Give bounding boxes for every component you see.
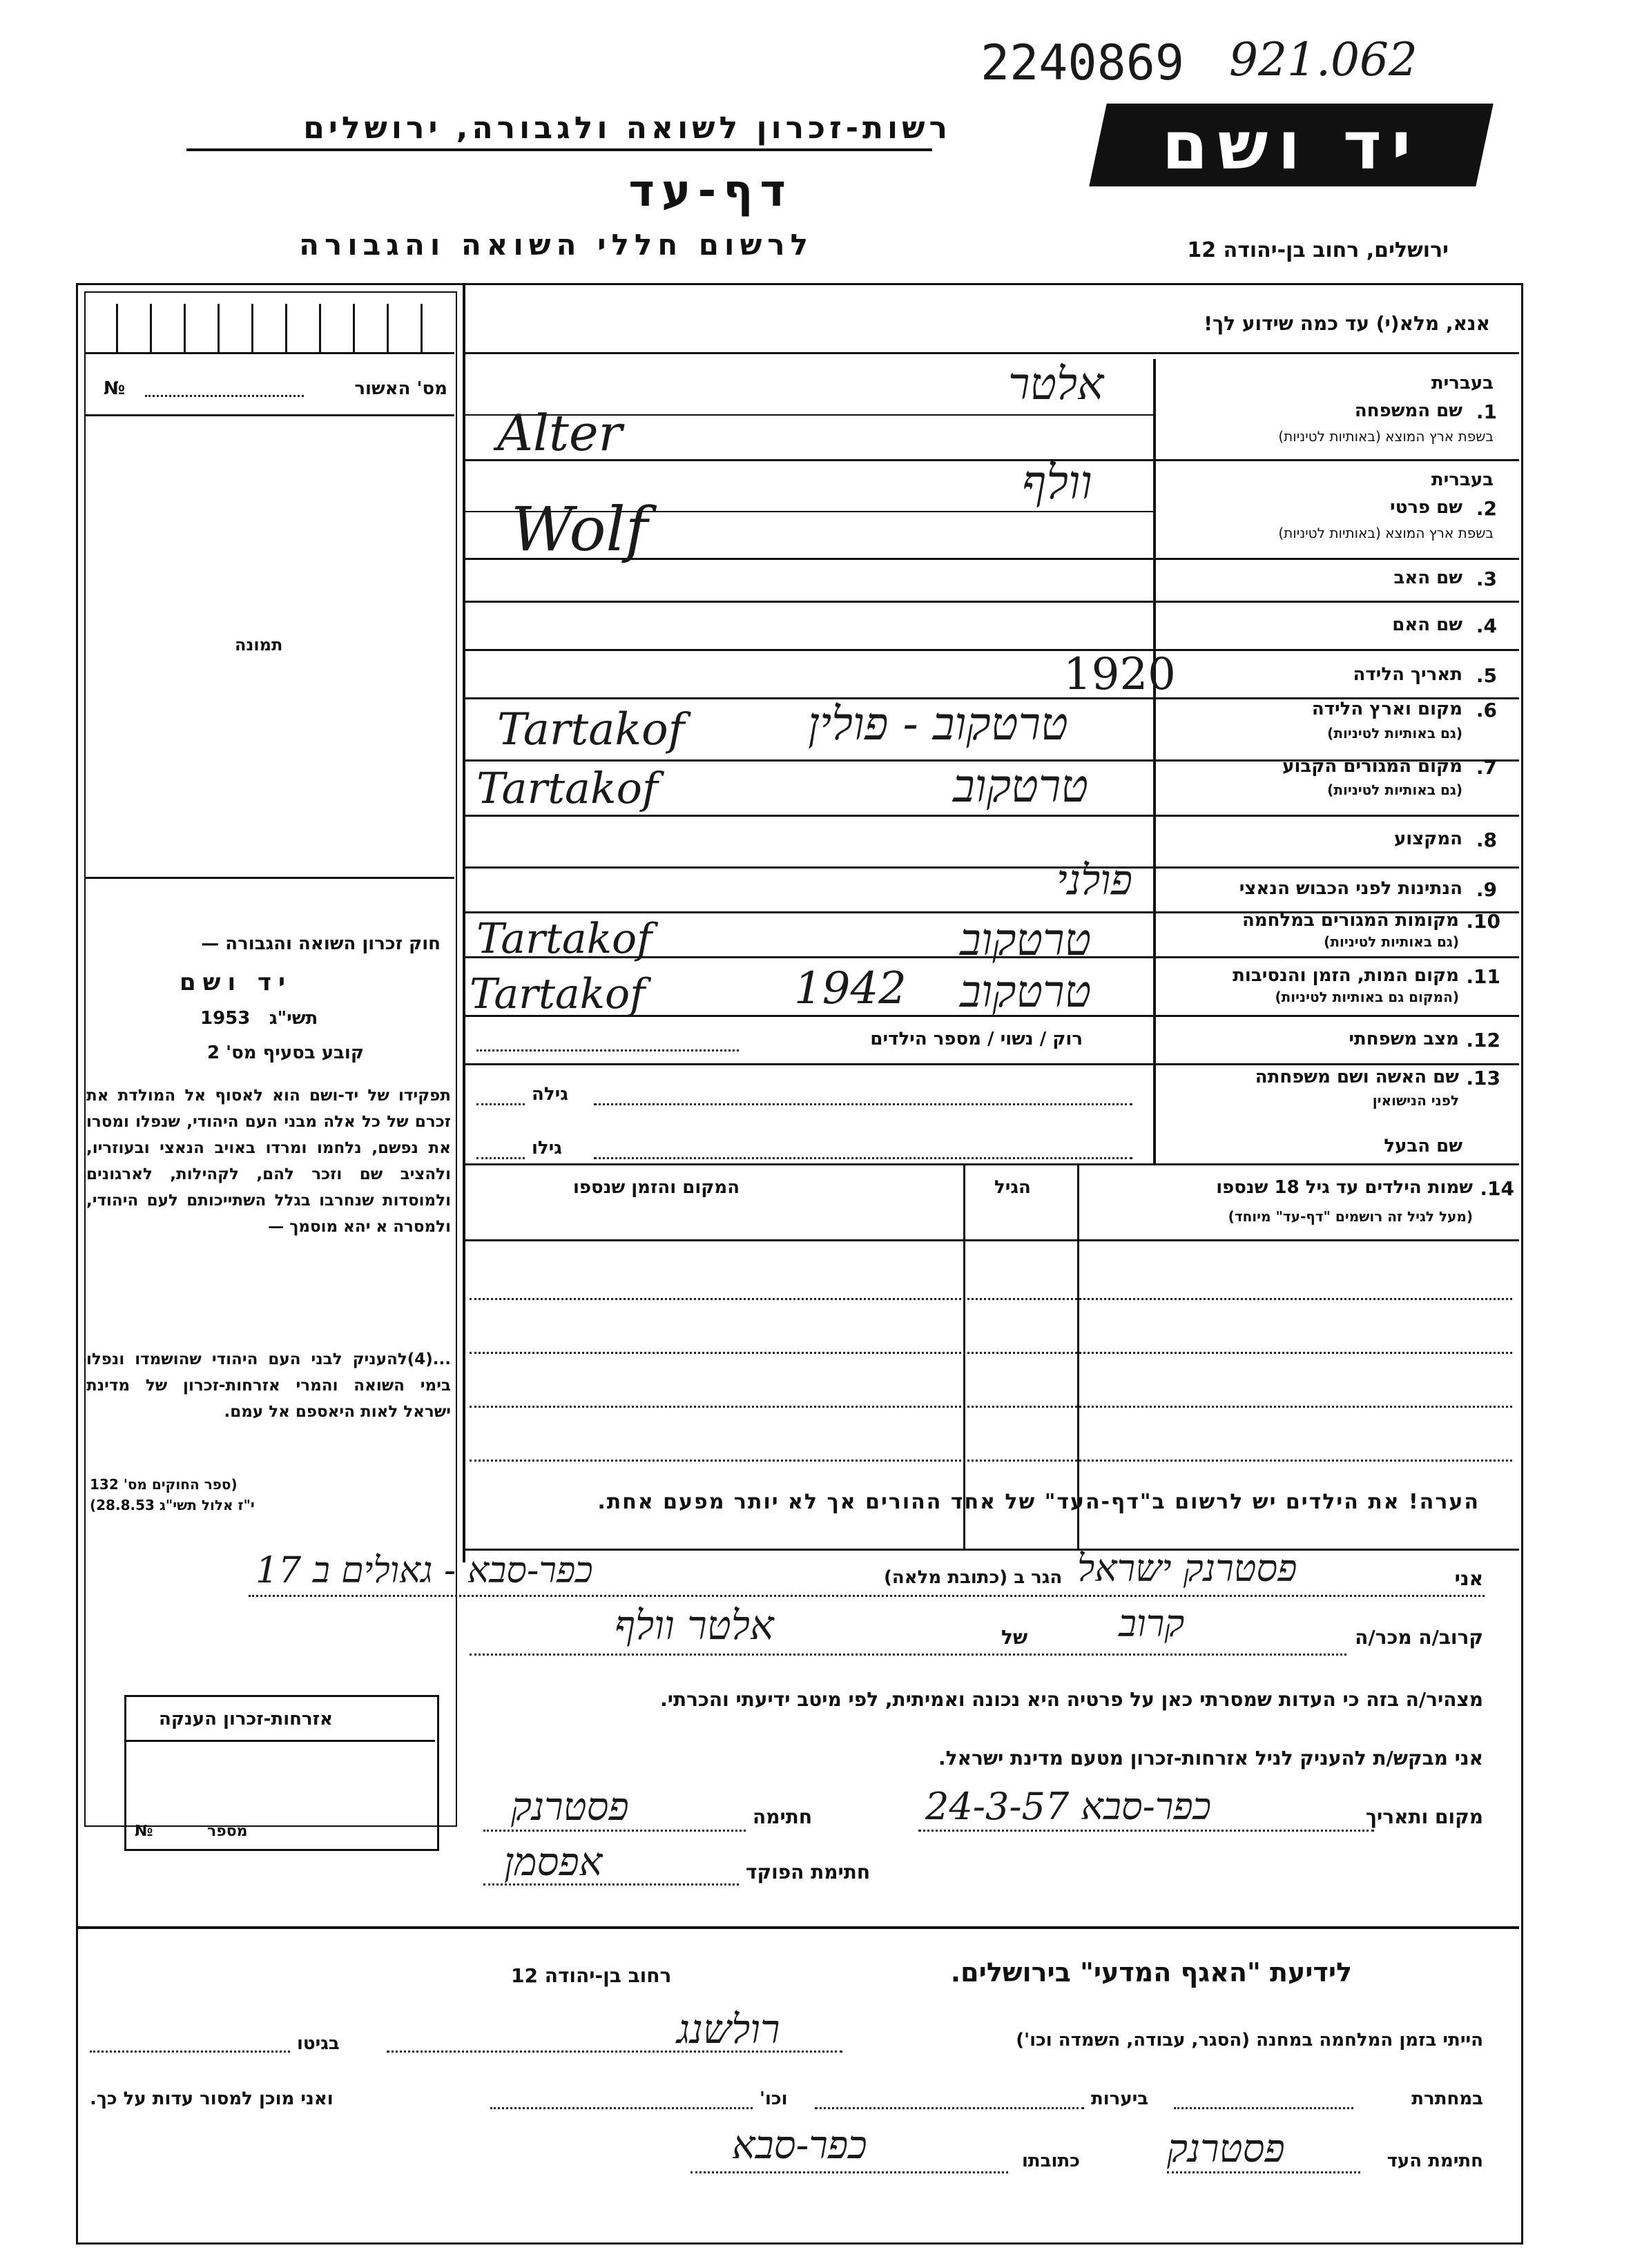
- field-11-value-year[interactable]: 1942: [794, 963, 907, 1014]
- field-6-value-latin[interactable]: Tartakof: [497, 704, 685, 755]
- decl-relative-label: קרוב/ה מכר/ה: [1355, 1626, 1483, 1649]
- form-title: דף-עד: [628, 166, 793, 217]
- row-sep-4: [465, 649, 1519, 651]
- decl-officer-value[interactable]: אפסמן: [504, 1840, 603, 1885]
- decl-place-date-value[interactable]: כפר-סבא 24-3-57: [925, 1785, 1212, 1828]
- law-year: 1953: [200, 1008, 251, 1029]
- field-7-value-latin[interactable]: Tartakof: [476, 763, 658, 813]
- field-10-value-latin[interactable]: Tartakof: [476, 915, 653, 963]
- bottom-title: לידיעת "האגף המדעי" בירושלים.: [950, 1957, 1352, 1988]
- field-husband-age-dots: [476, 1157, 525, 1159]
- bottom-address: רחוב בן-יהודה 12: [511, 1964, 672, 1987]
- bottom-ready-label: ואני מוכן למסור עדות על כך.: [90, 2088, 334, 2109]
- bottom-etc-label: וכו': [760, 2088, 788, 2109]
- left-column-divider: [463, 285, 465, 1562]
- field-13-num: 13.: [1466, 1067, 1500, 1089]
- bottom-forests-label: ביערות: [1091, 2088, 1149, 2109]
- field-1-sub: בשפת ארץ המוצא (באותיות לטיניות): [1278, 428, 1494, 445]
- field-2-label: שם פרטי: [1390, 497, 1462, 518]
- header-address: ירושלים, רחוב בן-יהודה 12: [1187, 238, 1449, 262]
- field-13-dots: [594, 1103, 1132, 1105]
- field-1-value-he[interactable]: אלטר: [1008, 359, 1104, 410]
- field-husband-age-label: גילו: [532, 1138, 562, 1159]
- field-5-value[interactable]: 1920: [1063, 649, 1176, 700]
- bottom-etc-dots: [490, 2107, 753, 2109]
- law-name: יד ושם: [180, 969, 292, 996]
- bottom-ghetto-label: בגיטו: [297, 2033, 340, 2054]
- field-6-value-he[interactable]: טרטקוב - פולין: [808, 697, 1068, 750]
- field-13-label: שם האשה ושם משפחתה: [1255, 1067, 1459, 1087]
- decl-place-date-label: מקום ותאריך: [1365, 1805, 1483, 1828]
- org-line: רשות-זכרון לשואה ולגבורה, ירושלים: [303, 110, 952, 146]
- law-clause: קובע בסעיף מס' 2: [207, 1043, 364, 1063]
- field-8-label: המקצוע: [1393, 828, 1462, 849]
- decl-i-label: אני: [1454, 1567, 1483, 1590]
- field-11-num: 11.: [1466, 965, 1500, 988]
- children-num: 14.: [1480, 1177, 1514, 1200]
- field-5-label: תאריך הלידה: [1353, 664, 1462, 685]
- permit-no: №: [104, 378, 126, 399]
- law-text: תפקידו של יד-ושם הוא לאסוף אל המולדת את זכרם של כל אלה מבני העם היהודי, שנפלו ומסרו את נפשם, נלחמו ומרדו באויב הנאצי ובעוזריו, ולהציב שם וזכר להם, לקהילות, לארגונים ולמוסדות שנחרבו בגלל השתייכותם לעם היהודי, ולמסרה א יהא מוסמך —: [86, 1087, 451, 1236]
- bottom-rule: [78, 1926, 1519, 1929]
- permit-rule: [84, 414, 454, 416]
- bottom-address-value[interactable]: כפר-סבא: [732, 2123, 867, 2168]
- row-sep-12: [465, 1063, 1519, 1065]
- field-1-hebrew-tag: בעברית: [1431, 373, 1494, 394]
- field-9-label: הנתינות לפני הכבוש הנאצי: [1239, 878, 1462, 899]
- bottom-forests-dots: [815, 2107, 1084, 2109]
- decl-signature-value[interactable]: פסטרנק: [511, 1785, 629, 1830]
- field-10-value-he[interactable]: טרטקוב: [960, 915, 1092, 966]
- children-bottom-rule: [465, 1549, 1519, 1551]
- field-husband-label: שם הבעל: [1384, 1136, 1462, 1156]
- header-rule: [186, 148, 932, 151]
- bottom-ghetto-dots: [90, 2051, 290, 2053]
- children-age-header: הגיל: [994, 1177, 1031, 1198]
- stamp-number: 2240869: [981, 35, 1185, 91]
- stamp-code: 921.062: [1229, 33, 1418, 86]
- field-12-label: מצב משפחתי: [1349, 1029, 1459, 1049]
- field-2-sub: בשפת ארץ המוצא (באותיות לטיניות): [1278, 525, 1494, 541]
- citizenship-number-label: מספר: [207, 1823, 248, 1840]
- field-13-sub: לפני הנישואין: [1372, 1092, 1459, 1109]
- field-2-value-he[interactable]: וולף: [1022, 456, 1092, 510]
- field-9-num: 9.: [1476, 878, 1497, 901]
- field-6-sub: (גם באותיות לטיניות): [1327, 725, 1462, 742]
- children-place-header: המקום והזמן שנספו: [573, 1177, 740, 1198]
- field-husband-dots: [594, 1157, 1132, 1159]
- field-3-num: 3.: [1476, 568, 1497, 590]
- law-year-heb: תשי"ג: [269, 1008, 318, 1029]
- decl-statement: מצהיר/ה בזה כי העדות שמסרתי כאן על פרטיה היא נכונה ואמיתית, לפי מיטב ידיעתי והכרתי.: [660, 1688, 1483, 1711]
- children-header-rule: [465, 1239, 1519, 1241]
- decl-request: אני מבקש/ת להעניק לניל אזרחות-זכרון מטעם מדינת ישראל.: [938, 1747, 1483, 1770]
- decl-line-1: [249, 1595, 1485, 1597]
- citizenship-number-no: №: [135, 1823, 153, 1840]
- field-2-hebrew-tag: בעברית: [1431, 469, 1494, 490]
- logo-text: יד ושם: [1161, 107, 1421, 184]
- bottom-camp-value[interactable]: רולשנג: [677, 2006, 780, 2053]
- children-row-3: [470, 1406, 1512, 1408]
- bottom-address-label: כתובתו: [1022, 2151, 1080, 2171]
- photo-rule: [84, 877, 454, 879]
- bottom-witness-sig-value[interactable]: פסטרנק: [1167, 2126, 1285, 2171]
- decl-line-sig: [483, 1830, 746, 1832]
- permit-dots: [145, 395, 304, 397]
- field-7-value-he[interactable]: טרטקוב: [953, 759, 1089, 813]
- field-1-num: 1.: [1476, 400, 1497, 423]
- decl-line-officer: [483, 1883, 739, 1886]
- permit-boxes: [84, 304, 454, 354]
- field-12-num: 12.: [1466, 1029, 1500, 1051]
- field-11-value-he[interactable]: טרטקוב: [960, 967, 1092, 1018]
- instruction-rule: [463, 352, 1519, 354]
- bottom-address-dots: [690, 2171, 1008, 2173]
- field-1-label: שם המשפחה: [1354, 400, 1462, 421]
- field-4-label: שם האם: [1392, 614, 1462, 635]
- bottom-camp-dots: [387, 2051, 842, 2053]
- field-2-value-latin[interactable]: Wolf: [511, 494, 648, 565]
- citizenship-label: אזרחות-זכרון הענקה: [159, 1709, 333, 1729]
- field-11-sub: (המקום גם באותיות לטיניות): [1275, 989, 1459, 1005]
- decl-of-label: של: [1001, 1626, 1028, 1649]
- decl-i-value[interactable]: פסטרנק ישראל: [1077, 1547, 1297, 1590]
- field-12-options[interactable]: רוק / נשוי / מספר הילדים: [870, 1029, 1083, 1049]
- field-7-label: מקום המגורים הקבוע: [1282, 756, 1462, 777]
- bottom-hiding-label: במחתרת: [1411, 2088, 1483, 2109]
- decl-resident-value[interactable]: כפר-סבא - גאולים ב 17: [255, 1550, 593, 1591]
- field-13-age-label: גילה: [532, 1084, 568, 1105]
- bottom-witness-dots: [1167, 2171, 1360, 2173]
- decl-line-2: [470, 1654, 1346, 1656]
- form-subtitle: לרשום חללי השואה והגבורה: [299, 228, 813, 262]
- children-row-2: [470, 1352, 1512, 1354]
- field-7-num: 7.: [1476, 756, 1497, 779]
- children-row-1: [470, 1298, 1512, 1300]
- law-title: חוק זכרון השואה והגבורה —: [201, 933, 441, 954]
- field-10-num: 10.: [1466, 910, 1500, 933]
- note: הערה! את הילדים יש לרשום ב"דף-העד" של אחד ההורים אך לא יותר מפעם אחת.: [597, 1490, 1480, 1514]
- decl-resident-label: הגר ב (כתובת מלאה): [884, 1567, 1063, 1588]
- field-1-value-latin[interactable]: Alter: [497, 404, 622, 462]
- field-2-num: 2.: [1476, 497, 1497, 520]
- citizenship-rule: [126, 1740, 435, 1742]
- field-6-num: 6.: [1476, 699, 1497, 721]
- children-row-4: [470, 1460, 1512, 1462]
- instruction: אנא, מלא(י) עד כמה שידוע לך!: [1204, 312, 1490, 335]
- law-ref-1: (ספר החוקים מס' 132: [90, 1476, 238, 1493]
- decl-of-value[interactable]: אלטר וולף: [615, 1602, 774, 1649]
- field-13-age-dots: [476, 1103, 525, 1105]
- row-sep-7: [465, 815, 1519, 817]
- bottom-hiding-dots: [1174, 2107, 1353, 2109]
- children-sub: (מעל לגיל זה רושמים "דף-עד" מיוחד): [1228, 1208, 1473, 1225]
- field-5-num: 5.: [1476, 664, 1497, 687]
- decl-signature-label: חתימה: [753, 1805, 813, 1828]
- children-title: שמות הילדים עד גיל 18 שנספו: [1216, 1177, 1473, 1198]
- permit-label: מס' האשור: [354, 378, 447, 399]
- field-3-label: שם האב: [1393, 568, 1462, 588]
- field-4-num: 4.: [1476, 614, 1497, 637]
- field-7-sub: (גם באותיות לטיניות): [1327, 782, 1462, 798]
- field-8-num: 8.: [1476, 828, 1497, 851]
- field-9-value[interactable]: פולני: [1056, 856, 1133, 904]
- decl-line-date: [918, 1830, 1374, 1832]
- row-sep-1: [465, 459, 1519, 461]
- field-12-dots: [476, 1049, 739, 1051]
- row-sep-3: [465, 601, 1519, 603]
- bottom-camp-label: הייתי בזמן המלחמה במחנה (הסגר, עבודה, השמדה וכו'): [1016, 2030, 1483, 2051]
- law-text-2: ...(4)להעניק לבני העם היהודי שהושמדו ונפלו בימי השואה והמרי אזרחות-זכרון של מדינת ישראל לאות היאספם אל עמם.: [86, 1350, 451, 1421]
- field-10-label: מקומות המגורים במלחמה: [1242, 910, 1459, 931]
- row-sep-13: [465, 1163, 1519, 1165]
- field-6-label: מקום וארץ הלידה: [1311, 699, 1462, 719]
- field-11-label: מקום המות, הזמן והנסיבות: [1233, 965, 1459, 986]
- decl-officer-label: חתימת הפוקד: [746, 1861, 871, 1883]
- decl-relative-value[interactable]: קרוב: [1119, 1602, 1185, 1645]
- field-10-sub: (גם באותיות לטיניות): [1324, 933, 1459, 950]
- law-ref-2: י"ז אלול תשי"ג 28.8.53): [90, 1497, 255, 1513]
- field-11-value-latin[interactable]: Tartakof: [470, 970, 646, 1018]
- photo-label: תמונה: [235, 635, 283, 655]
- bottom-witness-sig-label: חתימת העד: [1387, 2151, 1483, 2171]
- row-sep-8: [465, 866, 1519, 869]
